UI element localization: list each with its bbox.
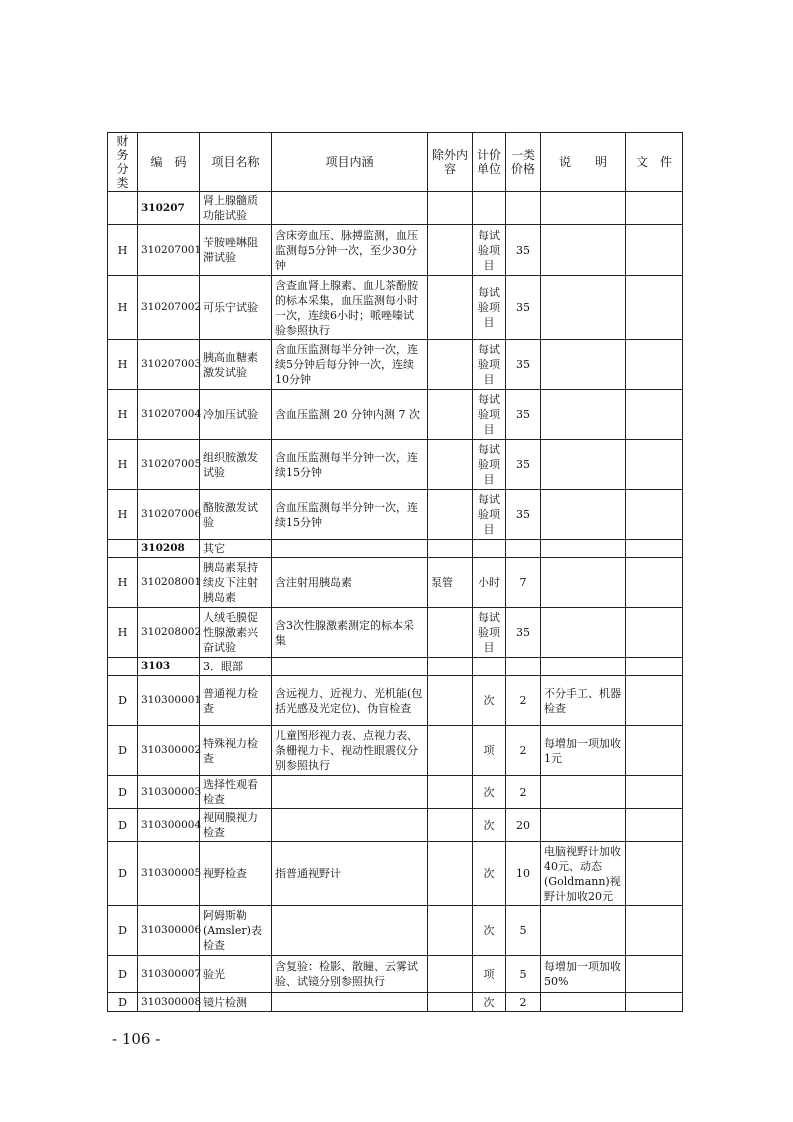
cell-code: 310300001 bbox=[138, 676, 200, 726]
cell-price bbox=[506, 192, 541, 225]
cell-file bbox=[626, 340, 683, 390]
cell-price: 2 bbox=[506, 776, 541, 809]
cell-price: 35 bbox=[506, 225, 541, 276]
cell-cat: H bbox=[108, 276, 138, 340]
cell-exclusion bbox=[428, 809, 473, 842]
cell-file bbox=[626, 540, 683, 558]
cell-code: 310207003 bbox=[138, 340, 200, 390]
cell-price: 35 bbox=[506, 440, 541, 490]
cell-exclusion bbox=[428, 776, 473, 809]
cell-exclusion bbox=[428, 676, 473, 726]
cell-exclusion bbox=[428, 726, 473, 776]
cell-content: 指普通视野计 bbox=[272, 842, 428, 906]
cell-price: 10 bbox=[506, 842, 541, 906]
cell-note bbox=[541, 558, 626, 608]
cell-cat: H bbox=[108, 558, 138, 608]
table-row bbox=[108, 192, 683, 225]
cell-file bbox=[626, 906, 683, 956]
cell-unit: 次 bbox=[473, 676, 506, 726]
cell-price: 35 bbox=[506, 340, 541, 390]
cell-content: 含注射用胰岛素 bbox=[272, 558, 428, 608]
cell-unit: 小时 bbox=[473, 558, 506, 608]
cell-exclusion bbox=[428, 390, 473, 440]
cell-note bbox=[541, 658, 626, 676]
cell-cat: D bbox=[108, 726, 138, 776]
cell-note bbox=[541, 906, 626, 956]
cell-code: 310300002 bbox=[138, 726, 200, 776]
cell-exclusion bbox=[428, 192, 473, 225]
cell-unit: 项 bbox=[473, 726, 506, 776]
cell-unit: 次 bbox=[473, 842, 506, 906]
cell-name: 胰岛素泵持续皮下注射胰岛素 bbox=[200, 558, 272, 608]
cell-price bbox=[506, 540, 541, 558]
cell-unit: 每试验项目 bbox=[473, 390, 506, 440]
cell-code: 310207004 bbox=[138, 390, 200, 440]
cell-note bbox=[541, 608, 626, 658]
cell-content: 含3次性腺激素测定的标本采集 bbox=[272, 608, 428, 658]
cell-code: 310208 bbox=[138, 540, 200, 558]
cell-unit: 每试验项目 bbox=[473, 225, 506, 276]
cell-exclusion bbox=[428, 540, 473, 558]
cell-price: 2 bbox=[506, 993, 541, 1012]
cell-note bbox=[541, 192, 626, 225]
cell-name: 3．眼部 bbox=[200, 658, 272, 676]
table-row bbox=[108, 340, 683, 390]
cell-name: 特殊视力检查 bbox=[200, 726, 272, 776]
cell-exclusion bbox=[428, 490, 473, 540]
cell-name: 组织胺激发试验 bbox=[200, 440, 272, 490]
cell-cat: H bbox=[108, 340, 138, 390]
cell-file bbox=[626, 842, 683, 906]
cell-file bbox=[626, 993, 683, 1012]
cell-exclusion bbox=[428, 956, 473, 993]
cell-price: 35 bbox=[506, 490, 541, 540]
table-row bbox=[108, 956, 683, 993]
header-cat: 财务分类 bbox=[108, 133, 138, 192]
cell-content: 含查血肾上腺素、血儿茶酚胺的标本采集，血压监测每小时一次，连续6小时；哌唑嗪试验参照执行 bbox=[272, 276, 428, 340]
cell-name: 视野检查 bbox=[200, 842, 272, 906]
cell-name: 普通视力检查 bbox=[200, 676, 272, 726]
cell-price: 2 bbox=[506, 726, 541, 776]
cell-cat bbox=[108, 658, 138, 676]
table-row bbox=[108, 776, 683, 809]
cell-file bbox=[626, 809, 683, 842]
cell-exclusion bbox=[428, 225, 473, 276]
table-row bbox=[108, 676, 683, 726]
cell-unit bbox=[473, 540, 506, 558]
cell-code: 310208002 bbox=[138, 608, 200, 658]
cell-name: 酪胺激发试验 bbox=[200, 490, 272, 540]
cell-name: 肾上腺髓质功能试验 bbox=[200, 192, 272, 225]
cell-code: 3103 bbox=[138, 658, 200, 676]
cell-cat: D bbox=[108, 906, 138, 956]
cell-name: 阿姆斯勒(Amsler)表检查 bbox=[200, 906, 272, 956]
cell-unit: 次 bbox=[473, 906, 506, 956]
cell-exclusion bbox=[428, 440, 473, 490]
cell-exclusion: 泵管 bbox=[428, 558, 473, 608]
cell-price bbox=[506, 658, 541, 676]
cell-exclusion bbox=[428, 906, 473, 956]
cell-file bbox=[626, 658, 683, 676]
cell-note bbox=[541, 540, 626, 558]
cell-cat bbox=[108, 192, 138, 225]
cell-content bbox=[272, 906, 428, 956]
cell-file bbox=[626, 608, 683, 658]
cell-content bbox=[272, 192, 428, 225]
cell-price: 35 bbox=[506, 608, 541, 658]
table-row bbox=[108, 906, 683, 956]
cell-name: 胰高血糖素激发试验 bbox=[200, 340, 272, 390]
cell-note: 每增加一项加收50% bbox=[541, 956, 626, 993]
cell-cat: D bbox=[108, 676, 138, 726]
cell-note bbox=[541, 993, 626, 1012]
cell-cat: H bbox=[108, 225, 138, 276]
cell-code: 310207006 bbox=[138, 490, 200, 540]
cell-unit: 项 bbox=[473, 956, 506, 993]
fee-table bbox=[107, 132, 683, 1012]
header-code: 编 码 bbox=[138, 133, 200, 192]
cell-code: 310300006 bbox=[138, 906, 200, 956]
cell-code: 310300003 bbox=[138, 776, 200, 809]
cell-code: 310207 bbox=[138, 192, 200, 225]
cell-code: 310300008 bbox=[138, 993, 200, 1012]
header-row bbox=[108, 133, 683, 192]
cell-exclusion bbox=[428, 276, 473, 340]
table-body bbox=[108, 192, 683, 1012]
cell-name: 苄胺唑啉阻滞试验 bbox=[200, 225, 272, 276]
table-row bbox=[108, 390, 683, 440]
cell-note: 电脑视野计加收40元、动态(Goldmann)视野计加收20元 bbox=[541, 842, 626, 906]
cell-content: 含血压监测 20 分钟内测 7 次 bbox=[272, 390, 428, 440]
cell-file bbox=[626, 726, 683, 776]
cell-content bbox=[272, 658, 428, 676]
cell-note bbox=[541, 490, 626, 540]
cell-content: 含复验：检影、散瞳、云雾试验、试镜分别参照执行 bbox=[272, 956, 428, 993]
cell-unit: 每试验项目 bbox=[473, 608, 506, 658]
cell-exclusion bbox=[428, 842, 473, 906]
cell-code: 310207001 bbox=[138, 225, 200, 276]
cell-content: 含远视力、近视力、光机能(包括光感及光定位)、伪盲检查 bbox=[272, 676, 428, 726]
cell-cat: H bbox=[108, 390, 138, 440]
cell-content: 儿童图形视力表、点视力表、条栅视力卡、视动性眼震仪分别参照执行 bbox=[272, 726, 428, 776]
cell-name: 镜片检测 bbox=[200, 993, 272, 1012]
cell-cat: D bbox=[108, 842, 138, 906]
cell-note bbox=[541, 440, 626, 490]
cell-name: 验光 bbox=[200, 956, 272, 993]
cell-code: 310300005 bbox=[138, 842, 200, 906]
cell-note bbox=[541, 340, 626, 390]
table-row bbox=[108, 658, 683, 676]
cell-price: 5 bbox=[506, 956, 541, 993]
cell-exclusion bbox=[428, 608, 473, 658]
cell-content bbox=[272, 993, 428, 1012]
cell-note bbox=[541, 225, 626, 276]
cell-exclusion bbox=[428, 993, 473, 1012]
cell-cat: D bbox=[108, 956, 138, 993]
cell-price: 5 bbox=[506, 906, 541, 956]
cell-name: 视网膜视力检查 bbox=[200, 809, 272, 842]
cell-name: 人绒毛膜促性腺激素兴奋试验 bbox=[200, 608, 272, 658]
cell-name: 可乐宁试验 bbox=[200, 276, 272, 340]
cell-name: 其它 bbox=[200, 540, 272, 558]
cell-file bbox=[626, 956, 683, 993]
cell-code: 310208001 bbox=[138, 558, 200, 608]
cell-unit: 次 bbox=[473, 809, 506, 842]
cell-cat: D bbox=[108, 809, 138, 842]
cell-cat: H bbox=[108, 490, 138, 540]
table-row bbox=[108, 225, 683, 276]
cell-price: 20 bbox=[506, 809, 541, 842]
header-name: 项目名称 bbox=[200, 133, 272, 192]
cell-file bbox=[626, 776, 683, 809]
cell-content: 含血压监测每半分钟一次，连续5分钟后每分钟一次，连续10分钟 bbox=[272, 340, 428, 390]
table-row bbox=[108, 842, 683, 906]
header-exclusion: 除外内容 bbox=[428, 133, 473, 192]
cell-unit: 次 bbox=[473, 993, 506, 1012]
cell-cat: H bbox=[108, 440, 138, 490]
header-file: 文 件 bbox=[626, 133, 683, 192]
cell-unit bbox=[473, 192, 506, 225]
cell-cat: D bbox=[108, 993, 138, 1012]
table-row bbox=[108, 558, 683, 608]
cell-cat: D bbox=[108, 776, 138, 809]
cell-exclusion bbox=[428, 658, 473, 676]
cell-file bbox=[626, 276, 683, 340]
cell-content bbox=[272, 540, 428, 558]
cell-content bbox=[272, 809, 428, 842]
cell-note bbox=[541, 776, 626, 809]
cell-name: 选择性观看检查 bbox=[200, 776, 272, 809]
table-row bbox=[108, 490, 683, 540]
table-row bbox=[108, 440, 683, 490]
cell-price: 7 bbox=[506, 558, 541, 608]
cell-content: 含血压监测每半分钟一次，连续15分钟 bbox=[272, 490, 428, 540]
cell-file bbox=[626, 490, 683, 540]
cell-file bbox=[626, 390, 683, 440]
table-row bbox=[108, 276, 683, 340]
page-number: - 106 - bbox=[112, 1030, 161, 1048]
cell-price: 35 bbox=[506, 276, 541, 340]
table-row bbox=[108, 809, 683, 842]
cell-unit: 每试验项目 bbox=[473, 276, 506, 340]
cell-price: 35 bbox=[506, 390, 541, 440]
table-row bbox=[108, 993, 683, 1012]
cell-note bbox=[541, 276, 626, 340]
cell-cat: H bbox=[108, 608, 138, 658]
table-row bbox=[108, 540, 683, 558]
header-content: 项目内涵 bbox=[272, 133, 428, 192]
cell-note: 不分手工、机器检查 bbox=[541, 676, 626, 726]
cell-content bbox=[272, 776, 428, 809]
table-row bbox=[108, 608, 683, 658]
cell-file bbox=[626, 225, 683, 276]
cell-file bbox=[626, 558, 683, 608]
cell-unit: 每试验项目 bbox=[473, 340, 506, 390]
cell-unit: 次 bbox=[473, 776, 506, 809]
cell-content: 含血压监测每半分钟一次，连续15分钟 bbox=[272, 440, 428, 490]
header-unit: 计价单位 bbox=[473, 133, 506, 192]
header-price: 一类价格 bbox=[506, 133, 541, 192]
cell-price: 2 bbox=[506, 676, 541, 726]
cell-code: 310300007 bbox=[138, 956, 200, 993]
cell-code: 310300004 bbox=[138, 809, 200, 842]
cell-file bbox=[626, 192, 683, 225]
cell-note bbox=[541, 809, 626, 842]
cell-note: 每增加一项加收1元 bbox=[541, 726, 626, 776]
cell-unit: 每试验项目 bbox=[473, 490, 506, 540]
cell-cat bbox=[108, 540, 138, 558]
cell-code: 310207002 bbox=[138, 276, 200, 340]
cell-note bbox=[541, 390, 626, 440]
cell-unit: 每试验项目 bbox=[473, 440, 506, 490]
cell-exclusion bbox=[428, 340, 473, 390]
cell-code: 310207005 bbox=[138, 440, 200, 490]
cell-unit bbox=[473, 658, 506, 676]
table-row bbox=[108, 726, 683, 776]
header-note: 说 明 bbox=[541, 133, 626, 192]
cell-file bbox=[626, 440, 683, 490]
cell-name: 冷加压试验 bbox=[200, 390, 272, 440]
cell-file bbox=[626, 676, 683, 726]
cell-content: 含床旁血压、脉搏监测，血压监测每5分钟一次，至少30分钟 bbox=[272, 225, 428, 276]
